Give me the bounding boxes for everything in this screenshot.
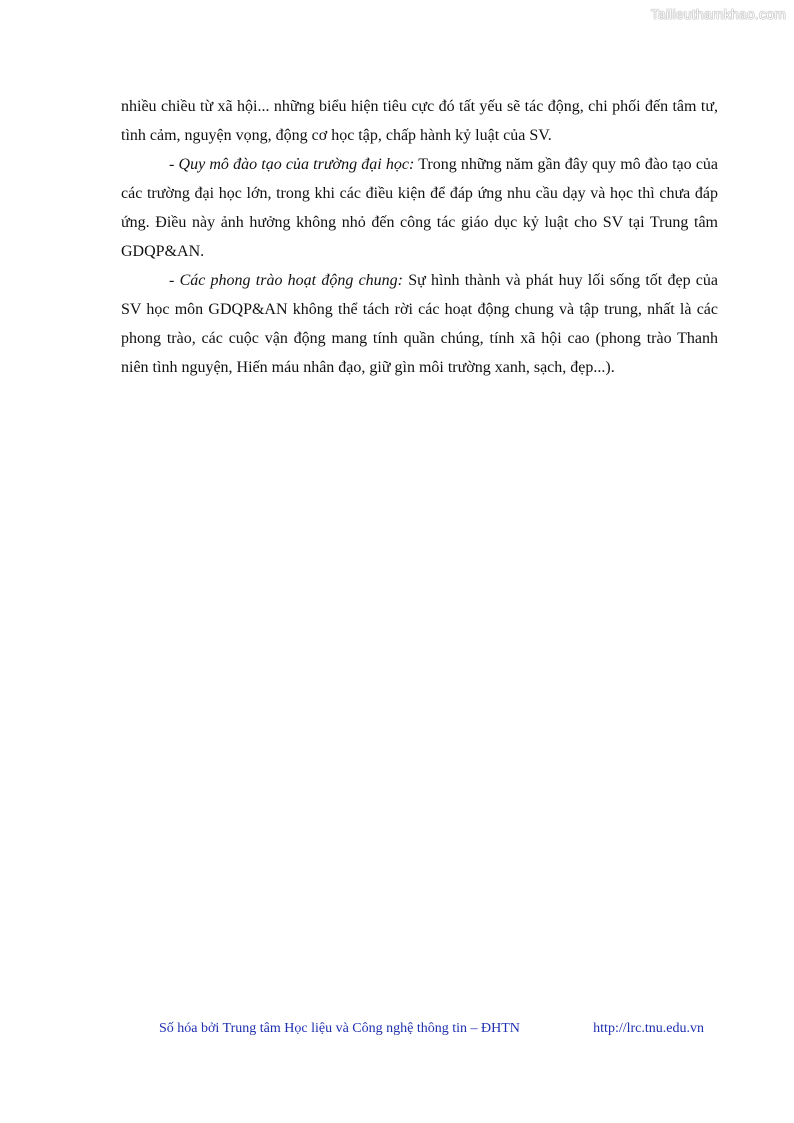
paragraph-2 <box>121 150 718 266</box>
footer-credit: Số hóa bởi Trung tâm Học liệu và Công nghệ thông tin – ĐHTN <box>159 1021 520 1036</box>
paragraph-2-text: Trong những năm gần đây quy mô đào tạo của các trường đại học lớn, trong khi các điều kiện để đáp ứng nhu cầu dạy và học thì chưa đáp ứng. Điều này ảnh hưởng không nhỏ đến công tác giáo dục kỷ luật cho SV tại Trung tâm GDQP&AN. <box>121 156 719 260</box>
paragraph-3-text: Sự hình thành và phát huy lối sống tốt đẹp của SV học môn GDQP&AN không thể tách rời các hoạt động chung và tập trung, nhất là các phong trào, các cuộc vận động mang tính quần chúng, tính xã hội cao (phong trào Thanh niên tình nguyện, Hiến máu nhân đạo, giữ gìn môi trường xanh, sạch, đẹp...). <box>121 272 719 376</box>
watermark: Tailieuthamkhao.com <box>650 6 786 22</box>
paragraph-2-lead: Quy mô đào tạo của trường đại học: <box>178 156 415 173</box>
footer-link[interactable]: http://lrc.tnu.edu.vn <box>593 1021 704 1036</box>
paragraph-3-lead: Các phong trào hoạt động chung: <box>179 272 404 289</box>
bullet: - <box>169 272 180 289</box>
bullet: - <box>169 156 179 173</box>
page-footer <box>159 1021 704 1037</box>
document-body <box>121 92 718 382</box>
paragraph-3 <box>121 266 718 382</box>
paragraph-1: nhiều chiều từ xã hội... những biểu hiện tiêu cực đó tất yếu sẽ tác động, chi phối đến tâm tư, tình cảm, nguyện vọng, động cơ học tập, chấp hành kỷ luật của SV. <box>121 98 718 144</box>
